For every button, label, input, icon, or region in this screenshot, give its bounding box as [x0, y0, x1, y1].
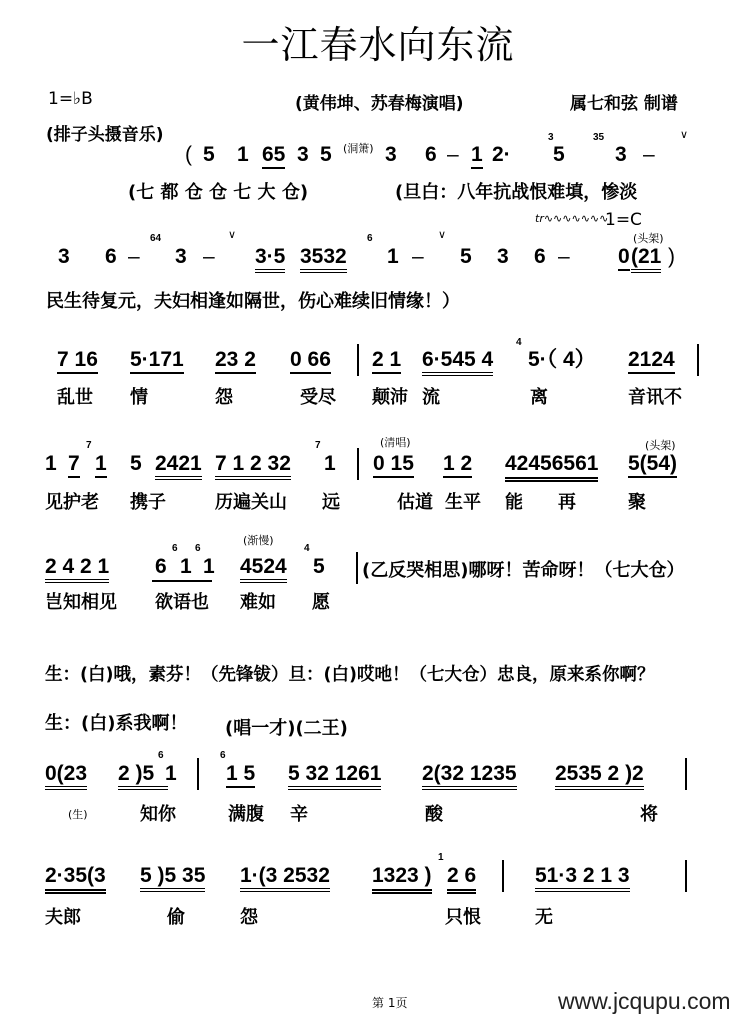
key-signature: 1=♭B: [48, 89, 93, 109]
lyric: 只恨: [445, 907, 481, 928]
note: 3: [385, 143, 397, 166]
note-group: 5 32 1261: [288, 762, 381, 790]
lyric: 离: [530, 387, 548, 408]
note: 1: [95, 452, 107, 478]
watermark: www.jcqupu.com: [558, 988, 731, 1014]
lyric: 怨: [240, 907, 258, 928]
page-number: 第 1页: [372, 996, 408, 1010]
note: 2·: [492, 143, 511, 166]
note: –: [203, 245, 215, 268]
lyric: 聚: [628, 492, 646, 513]
grace-note: 4: [304, 543, 310, 554]
lyric: 估道: [397, 492, 433, 513]
note: 3: [175, 245, 187, 268]
bar-line: [697, 344, 699, 376]
note-group: 2 4 2 1: [45, 555, 109, 583]
performance-mark: (渐慢): [243, 534, 274, 547]
lyric: 乱世: [57, 387, 93, 408]
lyric: 携子: [130, 492, 166, 513]
note: –: [412, 245, 424, 268]
performance-cue: (唱一才)(二王): [225, 718, 348, 739]
note: (: [185, 143, 192, 166]
note: 1: [471, 143, 483, 169]
lyric: 偷: [167, 907, 185, 928]
note: 5: [460, 245, 472, 268]
lyric: 欲语也: [155, 592, 209, 613]
spoken-text: (乙反哭相思)哪呀！苦命呀！（七大仓）: [362, 560, 685, 581]
score-title: 一江春水向东流: [241, 23, 515, 67]
note-group: 1 2: [443, 452, 472, 478]
key-change: 1=C: [605, 210, 642, 230]
grace-note: 6: [195, 543, 201, 554]
note-group: 1 5: [226, 762, 255, 788]
note-group: 51·3 2 1 3: [535, 864, 630, 892]
grace-note: 6: [158, 750, 164, 761]
bar-line: [357, 344, 359, 376]
note-group: 6·545 4: [422, 348, 493, 376]
note: 1: [387, 245, 399, 268]
lyric: 将: [640, 804, 658, 825]
grace-note: 6: [172, 543, 178, 554]
breath-mark: ∨: [680, 128, 689, 141]
note-group: 0(23: [45, 762, 87, 790]
lyric: 远: [322, 492, 340, 513]
note: 6: [155, 555, 167, 578]
note-group: 0 66: [290, 348, 331, 374]
grace-note: 64: [150, 233, 162, 244]
note: 5: [553, 143, 565, 166]
note-group: 2(32 1235: [422, 762, 517, 790]
lyric: 知你: [140, 804, 176, 825]
note: –: [128, 245, 140, 268]
note: 7: [68, 452, 80, 478]
bar-line: [357, 448, 359, 480]
note: 1: [237, 143, 249, 166]
note-group: 5·（ 4）: [528, 348, 596, 371]
grace-note: 3: [548, 132, 554, 143]
note: 1: [180, 555, 192, 578]
note-group: 2535 2 )2: [555, 762, 644, 790]
lyric: 历遍关山: [215, 492, 287, 513]
note-group: 2·35(3: [45, 864, 106, 894]
beam-line: [152, 580, 212, 582]
grace-note: 6: [220, 750, 226, 761]
grace-note: 7: [315, 440, 321, 451]
lyric: 辛: [290, 804, 308, 825]
grace-note: 6: [367, 233, 373, 244]
lyric: 流: [422, 387, 440, 408]
lyric: 愿: [312, 592, 330, 613]
performance-mark: (头架): [645, 439, 676, 452]
note: ): [668, 245, 675, 268]
role-mark: (生): [68, 808, 88, 821]
dialogue-line: 生：(白)系我啊！: [45, 713, 188, 734]
note-group: 5 )5 35: [140, 864, 205, 892]
bar-line: [356, 552, 358, 584]
breath-mark: ∨: [438, 228, 447, 241]
lyric: 夫郎: [45, 907, 81, 928]
grace-note: 7: [86, 440, 92, 451]
note: 5: [320, 143, 332, 166]
lyric: 生平: [445, 492, 481, 513]
lyric: 岂知相见: [45, 592, 117, 613]
note-group: 4524: [240, 555, 287, 583]
note: –: [558, 245, 570, 268]
arranger: 属七和弦 制谱: [570, 94, 678, 114]
lyric: 难如: [240, 592, 276, 613]
note: 1: [203, 555, 215, 578]
note-group: 1·(3 2532: [240, 864, 330, 892]
bar-line: [685, 758, 687, 790]
note: 5: [130, 452, 142, 475]
note: 3: [497, 245, 509, 268]
bar-line: [502, 860, 504, 892]
grace-note: 1: [438, 852, 444, 863]
note-group: 2 )5: [118, 762, 168, 790]
lyric: 受尽: [300, 387, 336, 408]
performance-mark: (头架): [633, 232, 664, 245]
lyric: 酸: [425, 804, 443, 825]
note-group: 2124: [628, 348, 675, 374]
note-group: 7 16: [57, 348, 98, 374]
lyric: 无: [535, 907, 553, 928]
note: 6: [425, 143, 437, 166]
lyric: 再: [558, 492, 576, 513]
bar-line: [197, 758, 199, 790]
note: 3·5: [255, 245, 285, 273]
spoken-text: 民生待复元，夫妇相逢如隔世，伤心难续旧情缘！）: [46, 291, 460, 312]
note: –: [447, 143, 459, 166]
note-group: 2 1: [372, 348, 401, 374]
note: –: [643, 143, 655, 166]
note-group: 5·171: [130, 348, 184, 374]
note-group: 1323 ): [372, 864, 432, 894]
lyric: 怨: [215, 387, 233, 408]
note: 6: [105, 245, 117, 268]
grace-note: 35: [593, 132, 605, 143]
section-label: (排子头摄音乐): [46, 125, 164, 145]
note: 1: [45, 452, 57, 475]
lyric: 见护老: [45, 492, 99, 513]
lyric: 满腹: [228, 804, 264, 825]
note: 65: [262, 143, 285, 169]
note-group: 2 6: [447, 864, 476, 894]
lyric: 能: [505, 492, 523, 513]
note: 3: [297, 143, 309, 166]
note-group: 23 2: [215, 348, 256, 374]
lyric: 情: [130, 387, 148, 408]
performance-mark: (清唱): [380, 436, 411, 449]
note: 3532: [300, 245, 347, 273]
spoken-text: (旦白：八年抗战恨难填，惨淡: [395, 182, 638, 203]
note-group: 7 1 2 32: [215, 452, 291, 480]
bar-line: [685, 860, 687, 892]
note: 6: [534, 245, 546, 268]
performers: (黄伟坤、苏春梅演唱): [295, 94, 464, 114]
trill-mark: tr∿∿∿∿∿∿∿: [535, 212, 609, 225]
note-group: 42456561: [505, 452, 598, 482]
lyric: 音讯不: [628, 387, 682, 408]
note: (21: [631, 245, 661, 273]
instrument-mark: (洞箫): [343, 142, 374, 155]
note: 1: [165, 762, 177, 785]
note: 1: [324, 452, 336, 475]
lyric: 颠沛: [372, 387, 408, 408]
grace-note: 4: [516, 337, 522, 348]
note-group: 5(54): [628, 452, 677, 478]
note-group: 0 15: [373, 452, 414, 478]
note-group: 2421: [155, 452, 202, 480]
breath-mark: ∨: [228, 228, 237, 241]
dialogue-line: 生：(白)哦，素芬！（先锋钹）旦：(白)哎吔！（七大仓）忠良，原来系你啊？: [45, 665, 655, 685]
percussion-text: (七 都 仓 仓 七 大 仓): [128, 182, 309, 203]
note: 0: [618, 245, 630, 271]
note: 5: [313, 555, 325, 578]
note: 3: [58, 245, 70, 268]
note: 3: [615, 143, 627, 166]
note: 5: [203, 143, 215, 166]
